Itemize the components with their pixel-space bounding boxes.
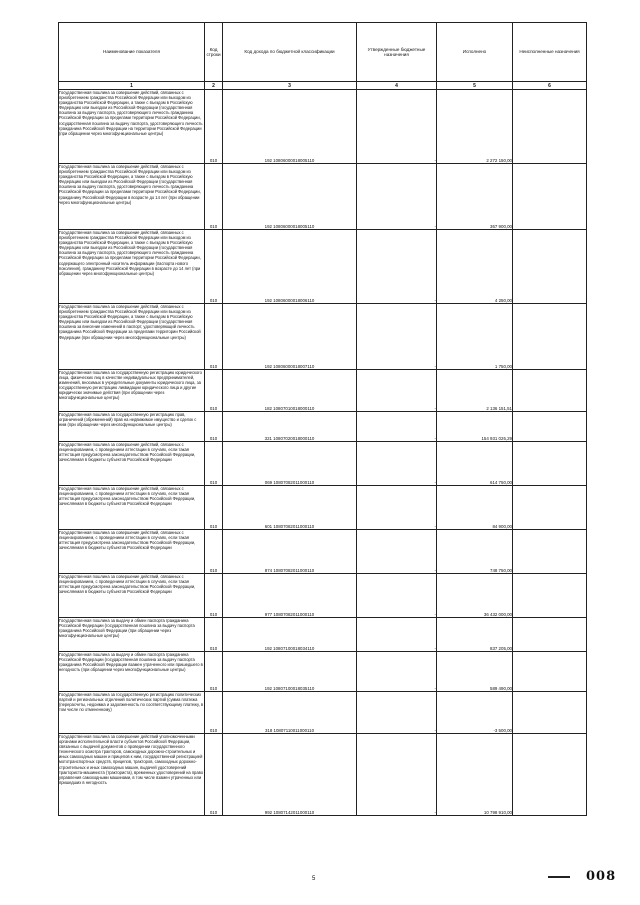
row-unexecuted <box>513 90 587 164</box>
table-row <box>59 574 587 618</box>
row-indicator-name: Государственная пошлина за совершение действий, связанных с приобретением гражданства Российской Федерации или выходом из гражданства Российской Федерации, а также с въездом в Российскую Федерацию или выездом из Российской Федерации (государственная пошлина за выдачу паспорта, удостоверяющего личность гражданина Российской Федерации за пределами территории Российской Федерации, гражданину Российской Федерации в возрасте до 14 лет (при обращении через многофункциональные центры) <box>59 164 205 230</box>
table-body <box>59 90 587 816</box>
row-executed: 1 750,00 <box>437 304 513 370</box>
row-unexecuted <box>513 230 587 304</box>
row-budget-code: 874 10807082011000110 <box>223 530 357 574</box>
column-number: 5 <box>437 82 513 90</box>
row-unexecuted <box>513 692 587 734</box>
row-unexecuted <box>513 486 587 530</box>
row-budget-code: 318 10807110011000110 <box>223 692 357 734</box>
row-unexecuted <box>513 304 587 370</box>
table-row <box>59 652 587 692</box>
row-executed: 367 900,00 <box>437 164 513 230</box>
row-line-code: 010 <box>205 412 223 442</box>
row-line-code: 010 <box>205 230 223 304</box>
row-executed: 837 205,00 <box>437 618 513 652</box>
row-line-code: 010 <box>205 692 223 734</box>
column-number: 3 <box>223 82 357 90</box>
row-executed: 84 900,00 <box>437 486 513 530</box>
row-indicator-name: Государственная пошлина за совершение действий, связанных с приобретением гражданства Российской Федерации или выходом из гражданства Российской Федерации, а также с въездом в Российскую Федерацию или выездом из Российской Федерации (государственная пошлина за выдачу паспорта, удостоверяющего личность гражданина Российской Федерации за пределами территории Российской Федерации, содержащего электронный носитель информации (паспорта нового поколения), гражданину Российской Федерации в возрасте до 14 лет (при обращении через многофункциональные центры) <box>59 230 205 304</box>
row-approved: - <box>357 618 437 652</box>
budget-execution-table <box>58 22 587 816</box>
row-executed: 4 250,00 <box>437 230 513 304</box>
row-approved: - <box>357 652 437 692</box>
row-line-code: 010 <box>205 652 223 692</box>
row-line-code: 010 <box>205 90 223 164</box>
row-executed: 2 272 150,00 <box>437 90 513 164</box>
row-budget-code: 182 10807010018000110 <box>223 370 357 412</box>
row-budget-code: 321 10807020018000110 <box>223 412 357 442</box>
row-indicator-name: Государственная пошлина за совершение действий, связанных с лицензированием, с проведением аттестации в случаях, если такая аттестация предусмотрена законодательством Российской Федерации, зачисляемая в бюджеты субъектов Российской Федерации <box>59 530 205 574</box>
page-number: 5 <box>312 876 316 882</box>
row-indicator-name: Государственная пошлина за совершение действий, связанных с лицензированием, с проведением аттестации в случаях, если такая аттестация предусмотрена законодательством Российской Федерации, зачисляемая в бюджеты субъектов Российской Федерации <box>59 574 205 618</box>
row-approved: - <box>357 734 437 816</box>
row-approved: - <box>357 90 437 164</box>
row-executed: 589 490,00 <box>437 652 513 692</box>
header-unexecuted-appropriations: Неисполненные назначения <box>513 23 587 82</box>
row-indicator-name: Государственная пошлина за совершение действий, связанных с приобретением гражданства Российской Федерации или выходом из гражданства Российской Федерации, а также с въездом в Российскую Федерацию или выездом из Российской Федерации (государственная пошлина за выдачу паспорта, удостоверяющего личность гражданина Российской Федерации за пределами территории Российской Федерации, государственная пошлина за выдачу паспорта, удостоверяющего личность гражданина Российской Федерации на территории Российской Федерации (при обращении через многофункциональные центры) <box>59 90 205 164</box>
row-executed: 2 136 151,51 <box>437 370 513 412</box>
row-executed: 614 750,00 <box>437 442 513 486</box>
table-row <box>59 442 587 486</box>
row-line-code: 010 <box>205 370 223 412</box>
row-executed: 154 931 026,29 <box>437 412 513 442</box>
column-number-row <box>59 82 587 90</box>
row-approved: - <box>357 530 437 574</box>
row-unexecuted <box>513 442 587 486</box>
row-indicator-name: Государственная пошлина за выдачу и обмен паспорта гражданина Российской Федерации (государственная пошлина за выдачу паспорта гражданина Российской Федерации взамен утраченного или пришедшего в негодность (при обращении через многофункциональные центры) <box>59 652 205 692</box>
stamp-dash <box>548 876 570 878</box>
row-unexecuted <box>513 164 587 230</box>
row-line-code: 010 <box>205 734 223 816</box>
header-line-code: Код строки <box>205 23 223 82</box>
header-approved-appropriations: Утвержденные бюджетные назначения <box>357 23 437 82</box>
row-unexecuted <box>513 574 587 618</box>
table-row <box>59 90 587 164</box>
row-approved: - <box>357 230 437 304</box>
row-approved: - <box>357 304 437 370</box>
row-line-code: 010 <box>205 486 223 530</box>
column-number: 1 <box>59 82 205 90</box>
row-executed: 748 750,00 <box>437 530 513 574</box>
column-number: 2 <box>205 82 223 90</box>
table-row <box>59 370 587 412</box>
table-row <box>59 734 587 816</box>
row-indicator-name: Государственная пошлина за государственную регистрацию прав, ограничений (обременений) прав на недвижимое имущество и сделок с ним (при обращении через многофункциональные центры) <box>59 412 205 442</box>
column-number: 6 <box>513 82 587 90</box>
table-header-row <box>59 23 587 82</box>
row-approved: - <box>357 692 437 734</box>
row-approved: - <box>357 370 437 412</box>
sheet-number-stamp: 008 <box>586 869 617 884</box>
header-indicator-name: Наименование показателя <box>59 23 205 82</box>
row-executed: 10 798 910,00 <box>437 734 513 816</box>
row-indicator-name: Государственная пошлина за совершение действий, связанных с приобретением гражданства Российской Федерации или выходом из гражданства Российской Федерации, а также с въездом в Российскую Федерацию или выездом из Российской Федерации (государственная пошлина за внесение изменений в паспорт, удостоверяющий личность гражданина Российской Федерации за пределами территории Российской Федерации (при обращении через многофункциональные центры) <box>59 304 205 370</box>
row-executed: 36 432 000,00 <box>437 574 513 618</box>
row-budget-code: 192 10806000018005110 <box>223 164 357 230</box>
row-budget-code: 601 10807082011000110 <box>223 486 357 530</box>
row-line-code: 010 <box>205 442 223 486</box>
row-line-code: 010 <box>205 618 223 652</box>
row-unexecuted <box>513 530 587 574</box>
row-budget-code: 992 10807142011000110 <box>223 734 357 816</box>
table-row <box>59 412 587 442</box>
row-unexecuted <box>513 370 587 412</box>
row-indicator-name: Государственная пошлина за совершение действий уполномоченными органами исполнительной власти субъектов Российской Федерации, связанных с выдачей документов о проведении государственного технического осмотра тракторов, самоходных дорожно-строительных и иных самоходных машин и прицепов к ним, государственной регистрацией мототранспортных средств, прицепов, тракторов, самоходных дорожно-строительных и иных самоходных машин, выдачей удостоверений тракториста-машиниста (тракториста), временных удостоверений на право управления самоходными машинами, в том числе взамен утраченных или пришедших в негодность <box>59 734 205 816</box>
row-budget-code: 977 10807082011000110 <box>223 574 357 618</box>
table-row <box>59 486 587 530</box>
row-indicator-name: Государственная пошлина за государственную регистрацию политических партий и региональных отделений политических партий (сумма платежа (перерасчеты, недоимка и задолженность по соответствующему платежу, в том числе по отмененному) <box>59 692 205 734</box>
header-executed: Исполнено <box>437 23 513 82</box>
table-row <box>59 692 587 734</box>
table-row <box>59 230 587 304</box>
row-approved: - <box>357 486 437 530</box>
row-approved: - <box>357 574 437 618</box>
row-unexecuted <box>513 734 587 816</box>
table-row <box>59 618 587 652</box>
table-row <box>59 304 587 370</box>
row-indicator-name: Государственная пошлина за государственную регистрацию юридического лица, физических лиц в качестве индивидуальных предпринимателей, изменений, вносимых в учредительные документы юридического лица, за государственную регистрацию ликвидации юридического лица и другие юридически значимые действия (при обращении через многофункциональные центры) <box>59 370 205 412</box>
header-budget-classification-code: Код дохода по бюджетной классификации <box>223 23 357 82</box>
table-row <box>59 164 587 230</box>
row-unexecuted <box>513 618 587 652</box>
row-budget-code: 192 10807100018035110 <box>223 652 357 692</box>
row-unexecuted <box>513 412 587 442</box>
row-unexecuted <box>513 652 587 692</box>
row-approved: - <box>357 442 437 486</box>
row-budget-code: 192 10806000018006110 <box>223 230 357 304</box>
table-row <box>59 530 587 574</box>
row-indicator-name: Государственная пошлина за совершение действий, связанных с лицензированием, с проведением аттестации в случаях, если такая аттестация предусмотрена законодательством Российской Федерации, зачисляемая в бюджеты субъектов Российской Федерации <box>59 442 205 486</box>
row-approved: - <box>357 412 437 442</box>
row-budget-code: 192 10807100018034110 <box>223 618 357 652</box>
row-line-code: 010 <box>205 164 223 230</box>
row-budget-code: 192 10806000018007110 <box>223 304 357 370</box>
row-executed: -3 500,00 <box>437 692 513 734</box>
row-budget-code: 069 10807082011000110 <box>223 442 357 486</box>
row-line-code: 010 <box>205 304 223 370</box>
column-number: 4 <box>357 82 437 90</box>
row-approved: - <box>357 164 437 230</box>
row-indicator-name: Государственная пошлина за выдачу и обмен паспорта гражданина Российской Федерации (государственная пошлина за выдачу паспорта гражданина Российской Федерации (при обращении через многофункциональные центры) <box>59 618 205 652</box>
row-line-code: 010 <box>205 574 223 618</box>
row-indicator-name: Государственная пошлина за совершение действий, связанных с лицензированием, с проведением аттестации в случаях, если такая аттестация предусмотрена законодательством Российской Федерации, зачисляемая в бюджеты субъектов Российской Федерации <box>59 486 205 530</box>
row-line-code: 010 <box>205 530 223 574</box>
row-budget-code: 192 10806000018005110 <box>223 90 357 164</box>
